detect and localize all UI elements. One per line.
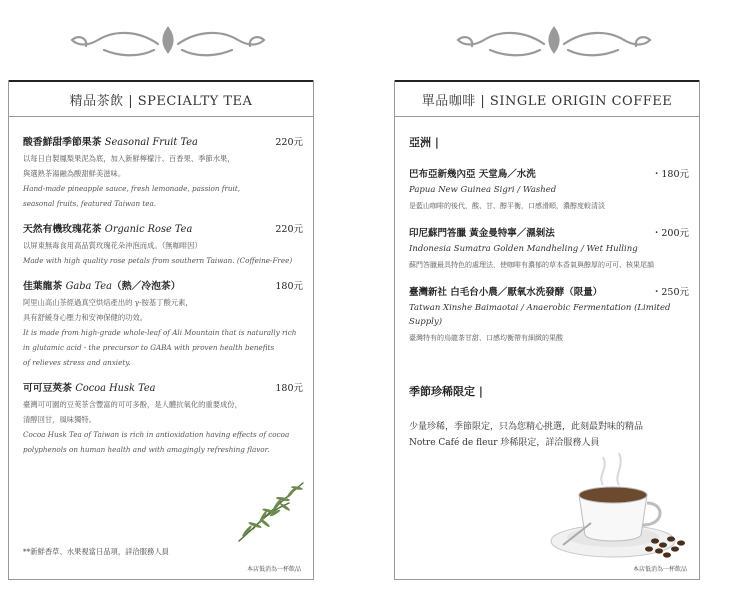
item-price: 220元 bbox=[275, 137, 303, 148]
item-title-zh: 天然有機玫瑰花茶 bbox=[23, 224, 102, 235]
item-title-zh: 巴布亞新幾內亞 天堂鳥／水洗 bbox=[409, 169, 536, 180]
item-price: 180元 bbox=[275, 281, 303, 292]
menu-item bbox=[23, 380, 303, 457]
footnote: **新鮮香草、水果視當日品項，詳洽服務人員 bbox=[23, 547, 169, 556]
item-desc-zh: 清醇回甘，風味獨特。 bbox=[23, 415, 96, 424]
menu-item bbox=[23, 221, 303, 268]
item-title-zh: 可可豆莢茶 bbox=[23, 383, 72, 394]
item-price: 180元 bbox=[275, 383, 303, 394]
item-title-zh: 印尼蘇門答臘 黃金曼特寧／濕剝法 bbox=[409, 228, 555, 239]
tea-list bbox=[23, 134, 303, 467]
item-title-en: Seasonal Fruit Tea bbox=[104, 137, 198, 148]
menu-item bbox=[409, 225, 689, 272]
item-desc-zh: 與選熟茶湯融為酸甜鮮美滋味。 bbox=[23, 169, 126, 178]
item-title-zh: 臺灣新社 白毛台小農／厭氧水洗發酵（限量） bbox=[409, 287, 603, 298]
flourish-ornament-icon bbox=[58, 22, 278, 62]
item-desc-en: in glutamic acid - the precursor to GABA with proven health benefits bbox=[23, 343, 275, 352]
single-origin-coffee-page bbox=[394, 80, 700, 580]
flourish-ornament-icon bbox=[444, 22, 664, 62]
item-desc-en: Cocoa Husk Tea of Taiwan is rich in antioxidation having effects of cocoa bbox=[23, 430, 290, 439]
item-title-en: Indonesia Sumatra Golden Mandheling / Wet Hulling bbox=[409, 244, 638, 254]
item-desc-en: of relieves stress and anxiety. bbox=[23, 358, 131, 367]
item-desc-en: seasonal fruits, featured Taiwan tea. bbox=[23, 199, 157, 208]
item-title-en: Cocoa Husk Tea bbox=[75, 383, 156, 394]
menu-item bbox=[409, 284, 689, 345]
page-title: 精品茶飲 | SPECIALTY TEA bbox=[9, 80, 313, 117]
item-desc-zh: 臺灣可可園的豆莢茶含豐富的可可多酚，是人體抗氧化的重要成份， bbox=[23, 400, 242, 409]
item-price: 220元 bbox=[275, 224, 303, 235]
item-title-suffix: （熱／冷泡茶） bbox=[111, 281, 181, 292]
item-price: ・200元 bbox=[651, 228, 689, 239]
section-title: 亞洲 | bbox=[409, 136, 439, 149]
item-title-zh: 佳葉龍茶 bbox=[23, 281, 63, 292]
item-desc: 臺灣特有的烏龍茶甘甜、口感均衡帶有細緻的果酸 bbox=[409, 334, 563, 342]
specialty-tea-page bbox=[8, 80, 314, 580]
item-title-en: Tatwan Xinshe Baimaotai / Anaerobic Fermentation (Limited Supply) bbox=[409, 303, 671, 327]
item-desc-en: Made with high quality rose petals from southern Taiwan. (Coffeine-Free) bbox=[23, 256, 293, 265]
seasonal-text: Notre Café de fleur 珍稀限定，詳洽服務人員 bbox=[409, 438, 600, 448]
item-price: ・250元 bbox=[651, 287, 689, 298]
seasonal-section-title: 季節珍稀限定 | bbox=[409, 385, 483, 398]
rosemary-sprig-icon bbox=[235, 479, 307, 545]
seasonal-text: 少量珍稀，季節限定，只為您精心挑選，此刻最對味的精品 bbox=[409, 422, 644, 432]
menu-item bbox=[23, 278, 303, 370]
item-desc-zh: 以屏東無毒食用高品質玫瑰花朵沖泡而成。（無咖啡因） bbox=[23, 241, 202, 250]
item-price: ・180元 bbox=[651, 169, 689, 180]
menu-item bbox=[23, 134, 303, 211]
coffee-list bbox=[409, 134, 689, 451]
item-desc-en: Hand-made pineapple sauce, fresh lemonade, passion fruit, bbox=[23, 184, 240, 193]
item-title-en: Papua New Guinea Sigri / Washed bbox=[409, 185, 557, 195]
minimum-charge-note: 本店低消為一杯飲品 bbox=[632, 566, 687, 573]
item-title-zh: 酸香鮮甜季節果茶 bbox=[23, 137, 102, 148]
item-title-en: Gaba Tea bbox=[65, 281, 112, 292]
item-desc-en: polyphenols on human health and with amagingly refreshing flavor. bbox=[23, 445, 270, 454]
item-desc-en: It is made from high-grade whole-leaf of Ali Mountain that is naturally rich bbox=[23, 328, 297, 337]
page-title: 單品咖啡 | SINGLE ORIGIN COFFEE bbox=[395, 80, 699, 117]
item-desc-zh: 以每日自製鳳梨果泥為底，加入新鮮檸檬汁、百香果、季節水果， bbox=[23, 154, 235, 163]
item-title-en: Organic Rose Tea bbox=[104, 224, 193, 235]
item-desc: 蘇門答臘最具特色的處理法，使咖啡有濃郁的草本香氣與醇厚的可可、核果尾韻 bbox=[409, 261, 654, 269]
item-desc-zh: 具有舒緩身心壓力和安神保健的功效。 bbox=[23, 313, 148, 322]
minimum-charge-note: 本店低消為一杯飲品 bbox=[246, 566, 301, 573]
item-desc: 是藍山咖啡的後代，酸、甘、醇平衡，口感滑順，濃醇度較清淡 bbox=[409, 202, 605, 210]
menu-item bbox=[409, 166, 689, 213]
item-desc-zh: 阿里山高山茶經過真空烘焙產出的 γ-胺基丁酸元素， bbox=[23, 298, 193, 307]
coffee-cup-illustration-icon bbox=[543, 445, 695, 565]
